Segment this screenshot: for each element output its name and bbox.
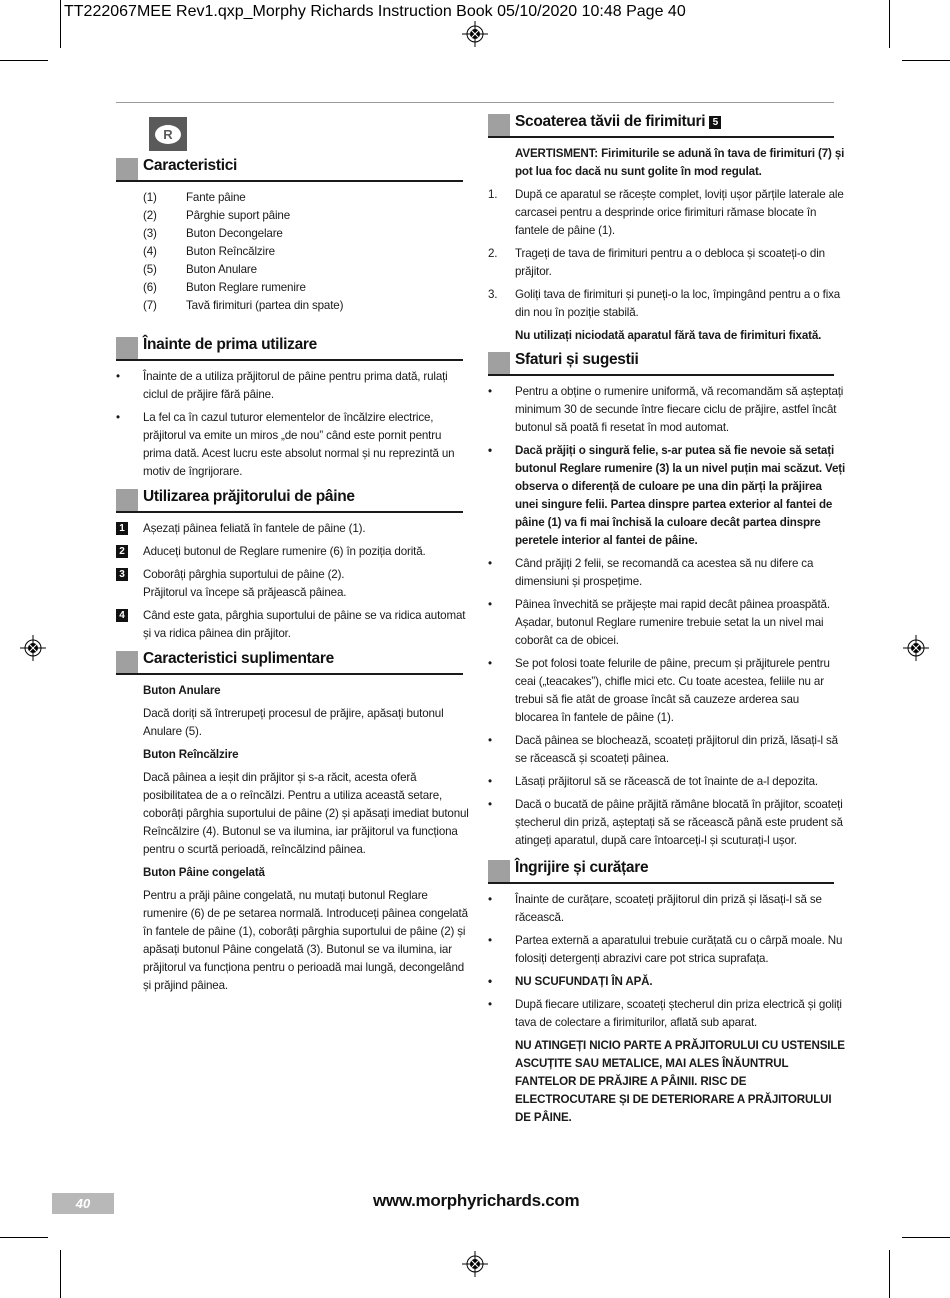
step-number-box: 4	[116, 609, 128, 622]
text-line: din nou în poziție stabilă.	[515, 306, 639, 319]
bullet-icon: •	[116, 411, 120, 424]
feature-number: (4)	[143, 245, 157, 258]
bullet-item	[488, 655, 834, 727]
text-line: motiv de îngrijorare.	[143, 465, 243, 478]
text-line: Când este gata, pârghia suportului de pâine se va ridica automat	[143, 609, 466, 622]
bullet-item	[488, 383, 844, 437]
text-line: ASCUȚITE SAU METALICE, MAI ALES ÎNĂUNTRUL	[515, 1057, 789, 1070]
feature-label: Buton Anulare	[186, 263, 257, 276]
section-heading-using	[116, 487, 463, 513]
feature-subheading: Buton Anulare	[143, 684, 221, 697]
step-number-box: 1	[116, 522, 128, 535]
usage-steps-list	[116, 520, 466, 643]
feature-label: Buton Reglare rumenire	[186, 281, 306, 294]
feature-item	[143, 297, 463, 315]
feature-number: (2)	[143, 209, 157, 222]
section-heading-care	[488, 858, 834, 884]
text-line: AVERTISMENT: Firimiturile se adună în tava de firimituri (7) și	[515, 147, 845, 160]
text-line: dimensiuni și prospețime.	[515, 575, 643, 588]
text-line: coborât ca de obicei.	[515, 634, 619, 647]
registration-mark-icon	[462, 21, 488, 47]
heading-square	[488, 114, 510, 136]
heading-square	[116, 158, 138, 180]
step-item	[116, 607, 466, 643]
bullet-item	[488, 442, 846, 550]
text-line: unei singure felii. Partea dinspre partea exterior al fantei de	[515, 498, 833, 511]
crumb-warning	[488, 145, 845, 181]
text-line: pot lua foc dacă nu sunt golite în mod regulat.	[515, 165, 762, 178]
text-line: se răcească și scoateți pâinea.	[515, 752, 669, 765]
text-line: pentru o scurtă perioadă, reîncălzind pâinea.	[143, 843, 366, 856]
text-line: posibilitatea de a o reîncălzi. Pentru a utiliza această setare,	[143, 789, 443, 802]
care-list	[488, 891, 843, 1032]
feature-subheading: Buton Pâine congelată	[143, 866, 265, 879]
bullet-icon: •	[116, 370, 120, 383]
text-line: pâine (1) va fi mai închisă la culoare decât partea dinspre	[515, 516, 821, 529]
step-number: 2.	[488, 247, 498, 260]
feature-item	[143, 189, 463, 207]
text-line: butonul Reglare rumenire (3) la un nivel puțin mai scăzut. Veți	[515, 462, 846, 475]
text-line: Pâinea învechită se prăjește mai rapid decât pâinea proaspătă.	[515, 598, 830, 611]
crop-mark	[889, 1250, 890, 1298]
text-line: atingeți aparatul, după care întoarceți-l și scuturați-l ușor.	[515, 834, 797, 847]
text-line: prima dată. Acest lucru este absolut normal și nu reprezintă un	[143, 447, 455, 460]
bullet-icon: •	[488, 975, 492, 988]
feature-description	[116, 769, 469, 859]
heading-text	[515, 113, 721, 131]
heading-square	[116, 489, 138, 511]
text-line: Reîncălzire (4). Butonul se va ilumina, iar prăjitorul va funcționa	[143, 825, 458, 838]
bullet-item	[488, 773, 834, 791]
text-line: trebui să fie atât de groase încât să cauzeze arderea sau	[515, 693, 800, 706]
text-line: Se pot folosi toate felurile de pâine, precum și prăjiturele pentru	[515, 657, 830, 670]
feature-label: Pârghie suport pâine	[186, 209, 290, 222]
text-line: Așadar, butonul Reglare rumenire trebuie setat la un nivel mai	[515, 616, 824, 629]
crumb-note: Nu utilizați niciodată aparatul fără tava de firimituri fixată.	[515, 329, 822, 342]
bullet-item	[488, 555, 834, 591]
step-number: 3.	[488, 288, 498, 301]
text-line: ceai („teacakes”), chifle mici etc. Cu toate acestea, feliile nu ar	[515, 675, 824, 688]
text-line: Partea externă a aparatului trebuie curățată cu o cârpă moale. Nu	[515, 934, 843, 947]
feature-label: Tavă firimituri (partea din spate)	[186, 299, 344, 312]
text-line: După fiecare utilizare, scoateți ștecherul din priza electrică și goliți	[515, 998, 842, 1011]
feature-number: (6)	[143, 281, 157, 294]
feature-subheading: Buton Reîncălzire	[143, 748, 239, 761]
heading-text: Utilizarea prăjitorului de pâine	[143, 488, 355, 505]
text-line: blocarea în fantele de pâine (1).	[515, 711, 674, 724]
step-item	[116, 543, 463, 561]
bullet-item	[488, 932, 843, 968]
text-line: tava de colectare a firimiturilor, aflată sub aparat.	[515, 1016, 758, 1029]
heading-text: Înainte de prima utilizare	[143, 336, 317, 353]
text-line: Dacă pâinea se blochează, scoateți prăjitorul din priză, lăsați-l să	[515, 734, 838, 747]
bullet-icon: •	[488, 934, 492, 947]
step-item	[116, 520, 463, 538]
right-column	[488, 112, 846, 1132]
bullet-icon: •	[488, 798, 492, 811]
registration-mark-icon	[903, 635, 929, 661]
text-line: NU ATINGEȚI NICIO PARTE A PRĂJITORULUI CU USTENSILE	[515, 1039, 845, 1052]
feature-label: Fante pâine	[186, 191, 246, 204]
crop-mark	[0, 1237, 48, 1238]
text-line: și prăjind pâinea.	[143, 979, 228, 992]
text-line: La fel ca în cazul tuturor elementelor de încălzire electrice,	[143, 411, 434, 424]
heading-text: Caracteristici	[143, 157, 238, 174]
text-line: și va ridica pâinea din prăjitor.	[143, 627, 291, 640]
crop-mark	[902, 1237, 950, 1238]
crumb-steps-list	[488, 186, 844, 322]
heading-square	[116, 337, 138, 359]
crop-mark	[889, 0, 890, 48]
bullet-item	[488, 996, 842, 1032]
text-line: prăjitor.	[515, 265, 552, 278]
text-line: Goliți tava de firimituri și puneți-o la loc, împingând pentru a o fixa	[515, 288, 841, 301]
feature-number: (5)	[143, 263, 157, 276]
heading-text: Îngrijire și curățare	[515, 859, 649, 876]
bullet-item	[488, 973, 834, 991]
bullet-icon: •	[488, 598, 492, 611]
feature-item	[143, 243, 463, 261]
text-line: ELECTROCUTARE ȘI DE DETERIORARE A PRĂJITORULUI	[515, 1093, 832, 1106]
step-number: 1.	[488, 188, 498, 201]
header-rule	[116, 102, 834, 103]
text-line: Dacă doriți să întrerupeți procesul de prăjire, apăsați butonul	[143, 707, 444, 720]
figure-ref-box: 5	[709, 116, 721, 129]
registration-mark-icon	[20, 635, 46, 661]
section-heading-tips	[488, 350, 834, 376]
section-heading-features	[116, 156, 463, 182]
feature-label: Buton Reîncălzire	[186, 245, 275, 258]
feature-description	[116, 887, 468, 995]
feature-description	[116, 705, 463, 741]
tips-list	[488, 383, 846, 850]
text-line: Prăjitorul va începe să prăjească pâinea.	[143, 586, 347, 599]
text-line: fantele de pâine (1).	[515, 224, 615, 237]
step-item	[116, 566, 463, 602]
feature-number: (7)	[143, 299, 157, 312]
crop-mark	[60, 1250, 61, 1298]
features-list	[143, 189, 463, 315]
text-line: carcasei pentru a desprinde orice firimituri rămase blocate în	[515, 206, 817, 219]
text-line: Aduceți butonul de Reglare rumenire (6) în poziția dorită.	[143, 545, 426, 558]
text-line: DE PÂINE.	[515, 1111, 572, 1124]
bullet-icon: •	[488, 893, 492, 906]
crumb-step	[488, 186, 844, 240]
crumb-step	[488, 245, 834, 281]
heading-label: Scoaterea tăvii de firimituri	[515, 113, 706, 130]
text-line: ciclul de prăjire fără pâine.	[143, 388, 274, 401]
language-letter: R	[155, 125, 181, 144]
bullet-icon: •	[488, 444, 492, 457]
text-line: rumenire (6) de pe setarea normală. Introduceți pâinea congelată	[143, 907, 468, 920]
bullet-icon: •	[488, 775, 492, 788]
text-line: Înainte de a utiliza prăjitorul de pâine pentru prima dată, rulați	[143, 370, 448, 383]
bullet-icon: •	[488, 734, 492, 747]
text-line: Dacă o bucată de pâine prăjită rămâne blocată în prăjitor, scoateți	[515, 798, 843, 811]
extra-features	[116, 682, 469, 995]
bullet-icon: •	[488, 657, 492, 670]
slug-line: TT222067MEE Rev1.qxp_Morphy Richards Instruction Book 05/10/2020 10:48 Page 40	[64, 3, 686, 20]
feature-item	[143, 225, 463, 243]
bullet-icon: •	[488, 998, 492, 1011]
text-line: răcească.	[515, 911, 564, 924]
heading-square	[116, 651, 138, 673]
text-line: Trageți de tava de firimituri pentru a o debloca și scoateți-o din	[515, 247, 825, 260]
text-line: prăjitorul va funcționa pentru o perioadă mai lungă, decongelând	[143, 961, 465, 974]
text-line: Pentru a obține o rumenire uniformă, vă recomandăm să așteptați	[515, 385, 844, 398]
bullet-item	[116, 368, 463, 404]
bullet-icon: •	[488, 557, 492, 570]
text-line: Înainte de curățare, scoateți prăjitorul din priză și lăsați-l să se	[515, 893, 822, 906]
step-number-box: 3	[116, 568, 128, 581]
feature-item	[143, 261, 463, 279]
text-line: FANTELOR DE PRĂJIRE A PÂINII. RISC DE	[515, 1075, 747, 1088]
registration-mark-icon	[462, 1251, 488, 1277]
text-line: NU SCUFUNDAȚI ÎN APĂ.	[515, 975, 653, 988]
care-warning	[488, 1037, 845, 1127]
bullet-item	[488, 732, 838, 768]
text-line: Când prăjiți 2 felii, se recomandă ca acestea să nu difere ca	[515, 557, 814, 570]
text-line: Așezați pâinea feliată în fantele de pâine (1).	[143, 522, 366, 535]
page-number: 40	[52, 1193, 114, 1214]
text-line: în fantele de pâine (1), coborâți pârghia suportului de pâine (2) și	[143, 925, 466, 938]
feature-number: (3)	[143, 227, 157, 240]
section-heading-crumb-tray	[488, 112, 834, 138]
left-column	[116, 156, 469, 1000]
bullet-item	[116, 409, 463, 481]
text-line: prăjitorul va emite un miros „de nou” când este pornit pentru	[143, 429, 442, 442]
before-use-list	[116, 368, 463, 481]
text-line: minimum 30 de secunde între fiecare ciclu de prăjire, astfel încât	[515, 403, 837, 416]
feature-item	[143, 207, 463, 225]
crop-mark	[0, 60, 48, 61]
heading-square	[488, 860, 510, 882]
text-line: coborâți pârghia suportului de pâine (2) și apăsați imediat butonul	[143, 807, 469, 820]
text-line: Lăsați prăjitorul să se răcească de tot înainte de a-l depozita.	[515, 775, 818, 788]
heading-text: Sfaturi și sugestii	[515, 351, 639, 368]
bullet-icon: •	[488, 385, 492, 398]
website-url: www.morphyrichards.com	[373, 1191, 580, 1210]
crumb-step	[488, 286, 841, 322]
text-line: peretele interior al fantei de pâine.	[515, 534, 698, 547]
heading-text: Caracteristici suplimentare	[143, 650, 334, 667]
text-line: ștecherul din priză, așteptați să se răcească până este prudent să	[515, 816, 843, 829]
feature-label: Buton Decongelare	[186, 227, 283, 240]
feature-item	[143, 279, 463, 297]
text-line: folosiți detergenți abrazivi care pot strica suprafața.	[515, 952, 769, 965]
section-heading-extra-features	[116, 649, 463, 675]
crop-mark	[902, 60, 950, 61]
text-line: Pentru a prăji pâine congelată, nu mutați butonul Reglare	[143, 889, 428, 902]
text-line: Dacă pâinea a ieșit din prăjitor și s-a răcit, acesta oferă	[143, 771, 417, 784]
text-line: butonul să poată fi resetat în mod automat.	[515, 421, 729, 434]
bullet-item	[488, 796, 843, 850]
bullet-item	[488, 891, 834, 927]
text-line: Coborâți pârghia suportului de pâine (2).	[143, 568, 345, 581]
text-line: Dacă prăjiți o singură felie, s-ar putea să fie nevoie să setați	[515, 444, 835, 457]
text-line: observa o diferență de culoare pe una din părți la prăjirea	[515, 480, 822, 493]
bullet-item	[488, 596, 834, 650]
text-line: Anulare (5).	[143, 725, 202, 738]
step-number-box: 2	[116, 545, 128, 558]
section-heading-before-use	[116, 335, 463, 361]
text-line: După ce aparatul se răcește complet, loviți ușor părțile laterale ale	[515, 188, 844, 201]
feature-number: (1)	[143, 191, 157, 204]
text-line: apăsați butonul Pâine congelată (3). Butonul se va ilumina, iar	[143, 943, 452, 956]
heading-square	[488, 352, 510, 374]
language-badge	[149, 117, 187, 151]
crop-mark	[60, 0, 61, 48]
